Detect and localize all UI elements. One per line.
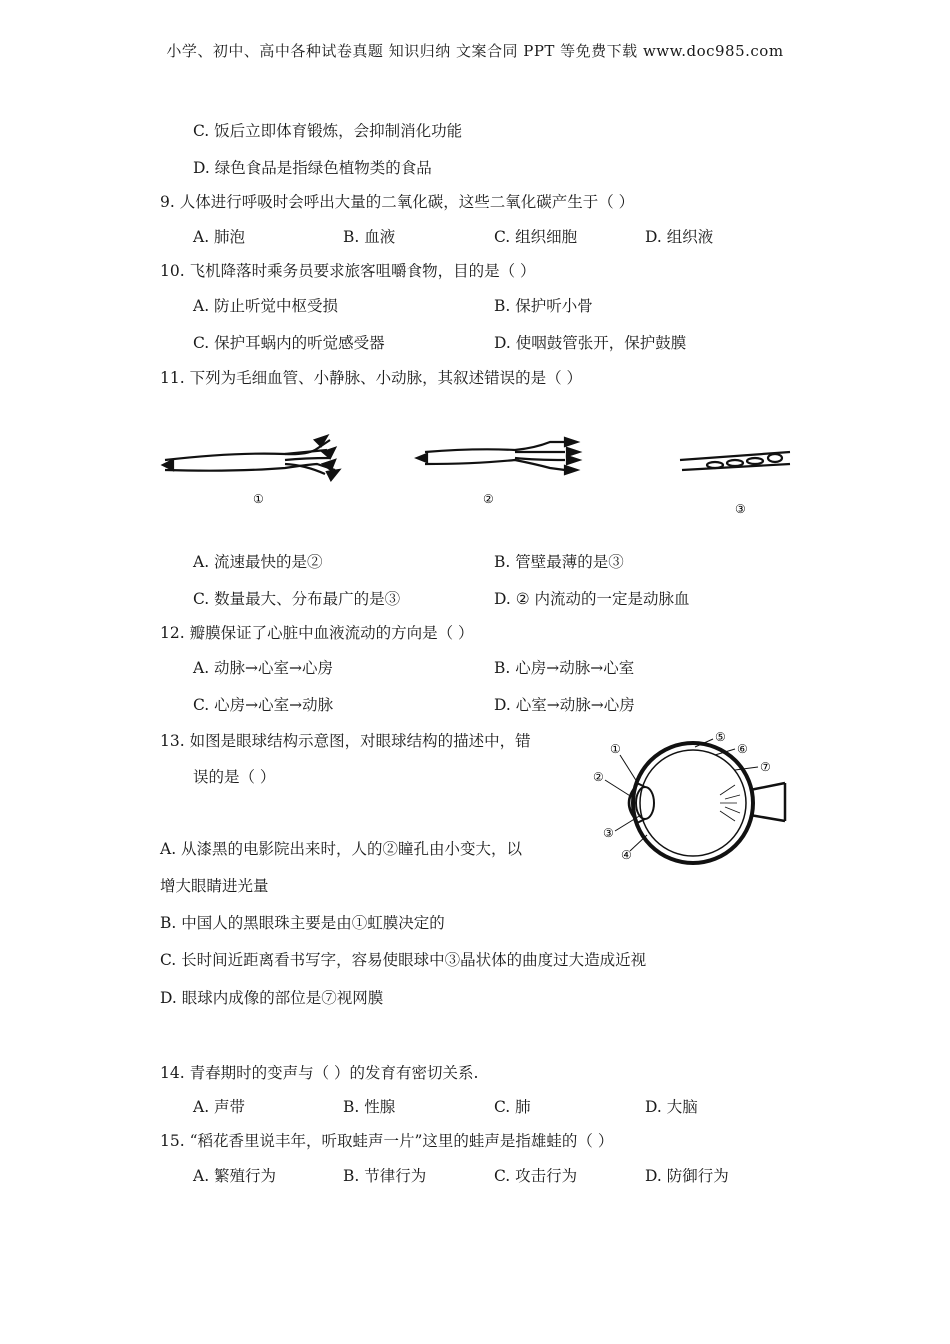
optic-nerve <box>750 783 785 821</box>
q10-option-d: D. 使咽鼓管张开，保护鼓膜 <box>494 334 687 352</box>
q8-option-c: C. 饭后立即体育锻炼，会抑制消化功能 <box>193 122 463 140</box>
vessel-3-diagram <box>680 452 790 470</box>
eye-label-5: ⑤ <box>715 730 726 744</box>
eye-label-4: ④ <box>621 848 632 862</box>
q12-option-c: C. 心房→心室→动脉 <box>193 696 334 714</box>
q9-option-d: D. 组织液 <box>645 228 714 246</box>
q15-option-b: B. 节律行为 <box>343 1167 427 1185</box>
lens <box>636 787 654 819</box>
q14-option-c: C. 肺 <box>494 1098 531 1116</box>
eyeball-figure <box>585 725 800 870</box>
q13-stem-line2: 误的是（ ） <box>193 768 276 786</box>
q15-option-c: C. 攻击行为 <box>494 1167 578 1185</box>
q12-stem: 12. 瓣膜保证了心脏中血液流动的方向是（ ） <box>160 624 474 642</box>
q9-stem: 9. 人体进行呼吸时会呼出大量的二氧化碳，这些二氧化碳产生于（ ） <box>160 193 635 211</box>
q11-option-a: A. 流速最快的是② <box>193 553 323 571</box>
q15-option-a: A. 繁殖行为 <box>193 1167 277 1185</box>
q12-option-a: A. 动脉→心室→心房 <box>193 659 334 677</box>
q11-stem: 11. 下列为毛细血管、小静脉、小动脉，其叙述错误的是（ ） <box>160 369 583 387</box>
q11-option-b: B. 管壁最薄的是③ <box>494 553 624 571</box>
q9-option-a: A. 肺泡 <box>193 228 246 246</box>
q11-option-c: C. 数量最大、分布最广的是③ <box>193 590 401 608</box>
vessel-2-label: ② <box>483 492 494 506</box>
q13-option-d: D. 眼球内成像的部位是⑦视网膜 <box>160 989 384 1007</box>
q14-option-b: B. 性腺 <box>343 1098 396 1116</box>
blood-vessel-figure <box>155 430 805 525</box>
q9-option-c: C. 组织细胞 <box>494 228 578 246</box>
vessel-3-label: ③ <box>735 502 746 516</box>
q8-option-d: D. 绿色食品是指绿色植物类的食品 <box>193 159 432 177</box>
q13-option-a-line1: A. 从漆黑的电影院出来时，人的②瞳孔由小变大，以 <box>160 840 523 858</box>
q13-stem-line1: 13. 如图是眼球结构示意图，对眼球结构的描述中，错 <box>160 732 531 750</box>
eye-label-7: ⑦ <box>760 760 771 774</box>
q11-option-d: D. ② 内流动的一定是动脉血 <box>494 590 690 608</box>
q14-option-d: D. 大脑 <box>645 1098 698 1116</box>
q13-option-a-line2: 增大眼睛进光量 <box>160 877 269 895</box>
q14-option-a: A. 声带 <box>193 1098 246 1116</box>
q14-stem: 14. 青春期时的变声与（ ）的发育有密切关系. <box>160 1064 479 1082</box>
q10-option-a: A. 防止听觉中枢受损 <box>193 297 339 315</box>
q10-option-b: B. 保护听小骨 <box>494 297 593 315</box>
q10-option-c: C. 保护耳蜗内的听觉感受器 <box>193 334 385 352</box>
q12-option-d: D. 心室→动脉→心房 <box>494 696 635 714</box>
q15-option-d: D. 防御行为 <box>645 1167 729 1185</box>
eye-label-3: ③ <box>603 826 614 840</box>
q10-stem: 10. 飞机降落时乘务员要求旅客咀嚼食物，目的是（ ） <box>160 262 536 280</box>
q13-option-c: C. 长时间近距离看书写字，容易使眼球中③晶状体的曲度过大造成近视 <box>160 951 647 969</box>
vessel-1-diagram <box>163 436 339 480</box>
vessel-2-diagram <box>417 438 579 474</box>
q15-stem: 15. “稻花香里说丰年，听取蛙声一片”这里的蛙声是指雄蛙的（ ） <box>160 1132 614 1150</box>
q9-option-b: B. 血液 <box>343 228 396 246</box>
vessel-1-label: ① <box>253 492 264 506</box>
q13-option-b: B. 中国人的黑眼珠主要是由①虹膜决定的 <box>160 914 445 932</box>
page-header: 小学、初中、高中各种试卷真题 知识归纳 文案合同 PPT 等免费下载 www.doc985.com <box>166 42 784 60</box>
eye-label-6: ⑥ <box>737 742 748 756</box>
eye-label-1: ① <box>610 742 621 756</box>
q12-option-b: B. 心房→动脉→心室 <box>494 659 635 677</box>
eye-label-2: ② <box>593 770 604 784</box>
